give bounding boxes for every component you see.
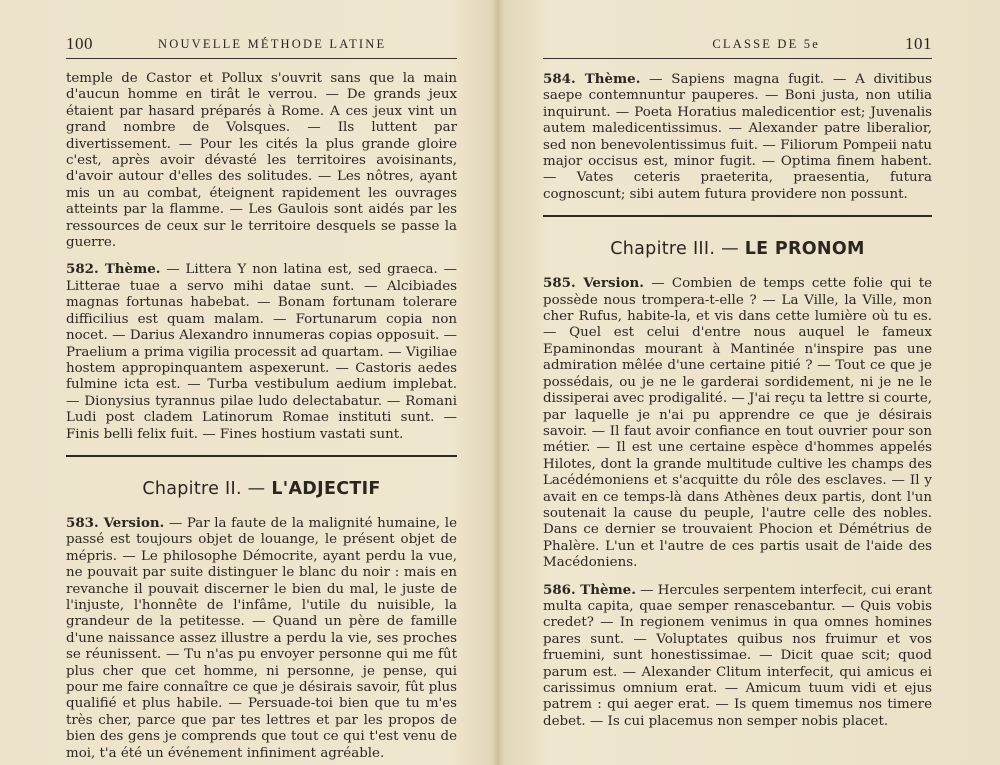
exercise-text: — Par la faute de la malignité humaine, le passé est toujours objet de louange, le présent objet de mépris. — Le philosophe Démocrite, ayant perdu la vue, ne pouvait par suite distinguer le blanc du noir : mais en revanche il pouvait discerner le bien du mal, le juste de l'injuste, l'honnête de l'infâme, l'utile du nuisible, la grandeur de la petitesse. — Quand un père de famille d'une naissance assez illustre a perdu la vie, ses proches se réunissent. — Tu n'as pu envoyer personne qui me fût plus cher que cet homme, ni personne, je pense, qui pour me faire connaître ce que je désirais savoir, fût plus qualifié et plus habile. — Persuade-toi bien que tu m'es très cher, parce que par tes lettres et par les propos de bien des gens je comprends que tout ce qui t'est venu de moi, t'a été un événement infiniment agréable. (66, 515, 457, 761)
chapter-label: Chapitre II. — (142, 478, 272, 499)
section-divider (543, 215, 932, 217)
exercise-586 (543, 582, 932, 731)
right-page (505, 0, 1000, 765)
exercise-text: — Combien de temps cette folie qui te possède nous trompera-t-elle ? — La Ville, la Ville, mon cher Rufus, habite-la, et vis dans cette lumière où tu es. — Quel est celui d'entre nous auquel le fameux Epaminondas mourant à Mantinée n'inspire pas une admiration mêlée d'une certaine pitié ? — Tout ce que je possédais, ou je ne le garderai sordidement, ni je ne le dissiperai avec prodigalité. — J'ai reçu ta lettre si courte, par laquelle je n'ai pu apprendre ce que je désirais savoir. — Il faut avoir confiance en tout ouvrier pour son métier. — Il est une certaine espèce d'hommes appelés Hilotes, dont la grande multitude cultive les champs des Lacédémoniens et s'acquitte du rôle des esclaves. — Il y avait en ce temps-là dans Athènes deux partis, dont l'un soutenait la cause du peuple, l'autre celle des nobles. Dans ce dernier se trouvaient Phocion et Démétrius de Phalère. L'un et l'autre de ces partis usait de l'aide des Macédoniens. (543, 276, 933, 571)
left-page (0, 0, 495, 765)
exercise-text: — Hercules serpentem interfecit, cui erant multa capita, quae semper renascebantur. — Quis vobis credet? — In regionem venimus in qua omnes homines pares sunt. — Voluptates quibus nos fruimur et vos fruemini, sunt honestissimae. — Dicit quae scit; quod parum est. — Alexander Clitum interfecit, qui amicus ei carissimus omnium erat. — Amicum tuum vidi et ejus patrem : qui aeger erat. — Is quem timemus nos timere debet. — Is cui placemus non semper nobis placet. (543, 582, 932, 729)
exercise-582 (66, 261, 457, 442)
exercise-text: — Sapiens magna fugit. — A divitibus saepe contemnuntur pauperes. — Boni justa, non utilia inquirunt. — Poeta Horatius maledicentior est; Juvenalis autem maledicentissimus. — Alexander patre liberalior, sed non benevolentissimus fuit. — Filiorum Pompeii natu major occisus est, minor fugit. — Optima finem habent. — Vates ceteris praeterita, praesentia, futura cognoscunt; sibi autem futura providere non possunt. (543, 72, 932, 202)
exercise-584 (543, 71, 932, 203)
chapter-title: L'ADJECTIF (271, 478, 381, 499)
exercise-text: — Littera Y non latina est, sed graeca. — Litterae tuae a servo mihi datae sunt. — Alcibiades magnas fortunas habebat. — Bonam fortunam tolerare difficilius est quam malam. — Fortunarum copia non nocet. — Darius Alexandro innumeras copias opposuit. — Praelium a prima vigilia processit ad quartam. — Vigiliae hostem appropinquantem aspexerunt. — Castoris aedes fulmine icta est. — Turba vestibulum aedium implebat. — Dionysius tyrannus pilae ludo delectabatur. — Romani Ludi post cladem Latinorum Romae instituti sunt. — Finis belli felix fuit. — Fines hostium vastati sunt. (66, 262, 457, 442)
chapter-label: Chapitre III. — (610, 239, 745, 260)
exercise-label: 586. Thème. (543, 581, 636, 598)
exercise-583 (66, 515, 457, 762)
page-number: 100 (66, 34, 93, 53)
chapter-heading (66, 479, 457, 499)
exercise-label: 585. Version. (543, 275, 644, 292)
exercise-label: 584. Thème. (543, 71, 641, 87)
running-head: NOUVELLE MÉTHODE LATINE (158, 37, 387, 51)
chapter-title: LE PRONOM (744, 239, 865, 260)
running-head: CLASSE DE 5e (712, 37, 820, 51)
chapter-heading (543, 239, 932, 259)
exercise-label: 582. Thème. (66, 261, 161, 278)
continued-text: temple de Castor et Pollux s'ouvrit sans que la main d'aucun homme en tirât le verrou. — De grands jeux étaient par hasard préparés à Rome. A ces jeux vint un grand nombre de Volsques. — Ils luttent par divertissement. — Pour les cités la plus grande gloire c'est, après avoir dévasté les territoires avoisinants, d'avoir autour d'elles des solitudes. — Les nôtres, ayant mis un au combat, éteignent rapidement les ouvrages atteints par la flamme. — Les Gaulois sont aidés par les ressources de ceux sur le territoire desquels se passe la guerre. (66, 71, 457, 251)
exercise-label: 583. Version. (66, 514, 165, 531)
exercise-585 (543, 275, 932, 571)
page-header (66, 34, 457, 56)
page-number: 101 (905, 34, 932, 53)
header-rule (66, 58, 457, 59)
page-header (543, 34, 932, 56)
header-rule (543, 58, 932, 59)
section-divider (66, 455, 457, 457)
